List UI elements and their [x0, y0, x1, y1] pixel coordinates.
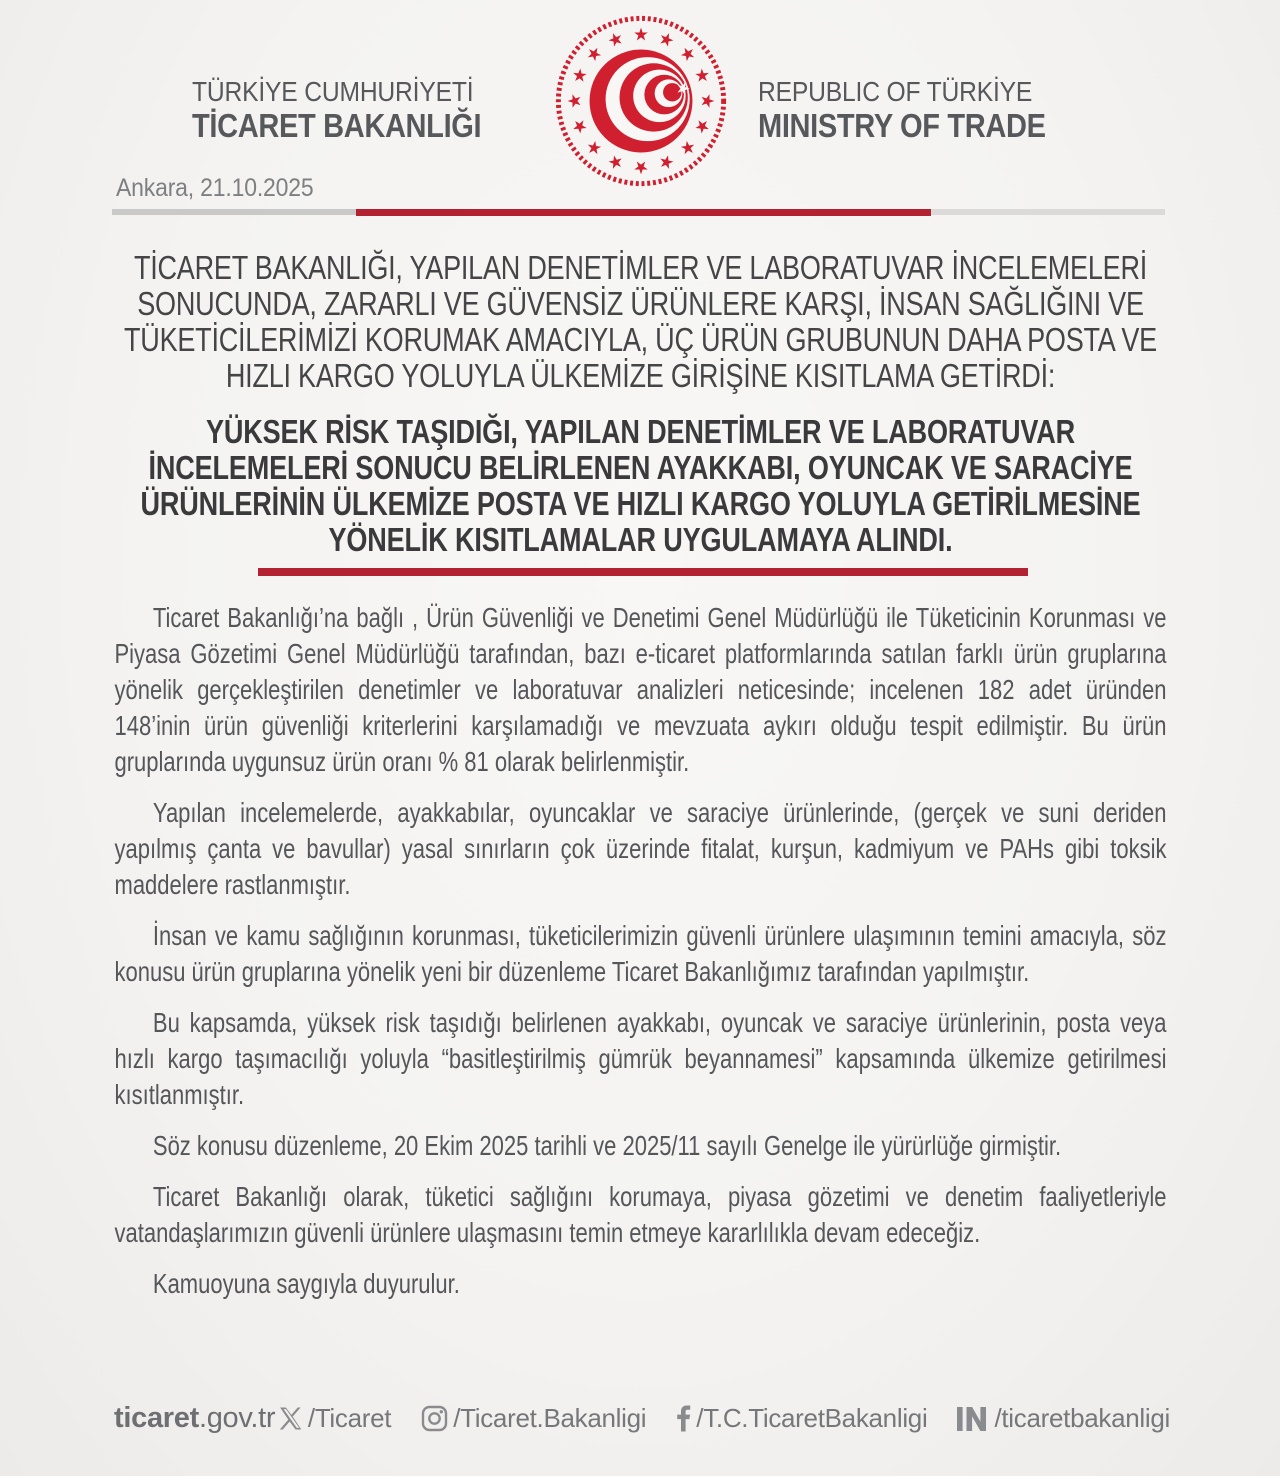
social-x-link[interactable]	[278, 1403, 391, 1434]
social-handle: /Ticaret	[307, 1403, 392, 1433]
red-divider	[258, 568, 1028, 576]
social-links	[278, 1403, 1170, 1434]
dateline: Ankara, 21.10.2025	[116, 174, 314, 202]
paragraph-new-regulation: İnsan ve kamu sağlığının korunması, tüketicilerimizin güvenli ürünlere ulaşımının temini amacıyla, söz konusu ürün gruplarına yönelik yeni bir düzenleme Ticaret Bakanlığımız tarafından yapılmıştır.	[114, 920, 1166, 987]
headline-emphasis	[114, 414, 1166, 558]
instagram-icon	[421, 1405, 448, 1432]
paragraph-inspection-results: Ticaret Bakanlığı’na bağlı , Ürün Güvenliği ve Denetimi Genel Müdürlüğü ile Tüketicinin Korunması ve Piyasa Gözetimi Genel Müdürlüğü tarafından, bazı e-ticaret platformlarında satılan farklı ürün gruplarına yönelik gerçekleştirilen denetimler ve laboratuvar analizleri neticesinde; incelenen 182 adet üründen 148’inin ürün güvenliği kriterlerini karşılamadığı ve mevzuata aykırı olduğu tespit edilmiştir. Bu ürün gruplarında uygunsuz ürün oranı % 81 olarak belirlenmiştir.	[114, 602, 1166, 777]
nsosyal-icon	[957, 1407, 989, 1431]
lede-line: SONUCUNDA, ZARARLI VE GÜVENSİZ ÜRÜNLERE KARŞI, İNSAN SAĞLIĞINI VE	[136, 285, 1144, 322]
header-rule	[112, 208, 1165, 216]
org-en-line2: MINISTRY OF TRADE	[758, 107, 1046, 144]
facebook-icon	[676, 1405, 691, 1432]
paragraph-toxic-substances: Yapılan incelemelerde, ayakkabılar, oyuncaklar ve saraciye ürünlerinde, (gerçek ve suni deriden yapılmış çanta ve bavullar) yasal sınırların çok üzerinde fitalat, kurşun, kadmiyum ve PAHs gibi toksik maddelere rastlanmıştır.	[114, 797, 1166, 900]
rule-segment-gray-left	[112, 209, 356, 215]
paragraph-circular-date: Söz konusu düzenleme, 20 Ekim 2025 tarihli ve 2025/11 sayılı Genelge ile yürürlüğe girmiştir.	[152, 1130, 1061, 1161]
ministry-of-trade-logo	[547, 7, 735, 195]
rule-segment-gray-right	[931, 209, 1165, 215]
lede-line: TÜKETİCİLERİMİZİ KORUMAK AMACIYLA, ÜÇ ÜRÜN GRUBUNUN DAHA POSTA VE	[123, 321, 1157, 358]
org-name-english	[758, 76, 1046, 144]
headline-lede	[114, 250, 1166, 394]
emphasis-line: ÜRÜNLERİNİN ÜLKEMİZE POSTA VE HIZLI KARGO YOLUYLA GETİRİLMESİNE	[140, 485, 1140, 522]
social-nsosyal-link[interactable]	[957, 1403, 1170, 1434]
social-handle: /T.C.TicaretBakanligi	[696, 1403, 928, 1433]
paragraph-restriction-scope: Bu kapsamda, yüksek risk taşıdığı belirlenen ayakkabı, oyuncak ve saraciye ürünlerinin, posta veya hızlı kargo taşımacılığı yoluyla “basitleştirilmiş gümrük beyannamesi” kapsamında ülkemize getirilmesi kısıtlanmıştır.	[114, 1007, 1166, 1110]
social-instagram-link[interactable]	[421, 1403, 646, 1434]
paragraph-commitment: Ticaret Bakanlığı olarak, tüketici sağlığını korumaya, piyasa gözetimi ve denetim faaliyetleriyle vatandaşlarımızın güvenli ürünlere ulaşmasını temin etmeye kararlılıkla devam edeceğiz.	[114, 1181, 1166, 1248]
ministry-emblem-icon	[547, 7, 735, 195]
social-facebook-link[interactable]	[676, 1403, 927, 1434]
emphasis-line: YÖNELİK KISITLAMALAR UYGULAMAYA ALINDI.	[327, 521, 953, 558]
x-icon	[278, 1406, 303, 1431]
lede-line: HIZLI KARGO YOLUYLA ÜLKEMİZE GİRİŞİNE KISITLAMA GETİRDİ:	[225, 357, 1055, 394]
body-text	[114, 600, 1166, 1317]
org-tr-line2: TİCARET BAKANLIĞI	[192, 107, 482, 144]
org-tr-line1: TÜRKİYE CUMHURİYETİ	[192, 76, 474, 107]
paragraph-public-announcement: Kamuoyuna saygıyla duyurulur.	[152, 1268, 460, 1299]
lede-line: TİCARET BAKANLIĞI, YAPILAN DENETİMLER VE LABORATUVAR İNCELEMELERİ	[133, 249, 1147, 286]
website-rest-part: .gov.tr	[198, 1402, 276, 1434]
website-bold-part: ticaret	[114, 1402, 199, 1434]
emphasis-line: İNCELEMELERİ SONUCU BELİRLENEN AYAKKABI, OYUNCAK VE SARACİYE	[148, 449, 1132, 486]
website-link[interactable]	[114, 1402, 275, 1435]
social-handle: /Ticaret.Bakanligi	[453, 1403, 647, 1433]
org-en-line1: REPUBLIC OF TÜRKİYE	[758, 76, 1033, 107]
social-handle: /ticaretbakanligi	[994, 1403, 1170, 1433]
org-name-turkish	[192, 76, 481, 144]
rule-segment-red	[356, 209, 931, 216]
footer	[114, 1402, 1170, 1435]
emphasis-line: YÜKSEK RİSK TAŞIDIĞI, YAPILAN DENETİMLER VE LABORATUVAR	[205, 413, 1075, 450]
